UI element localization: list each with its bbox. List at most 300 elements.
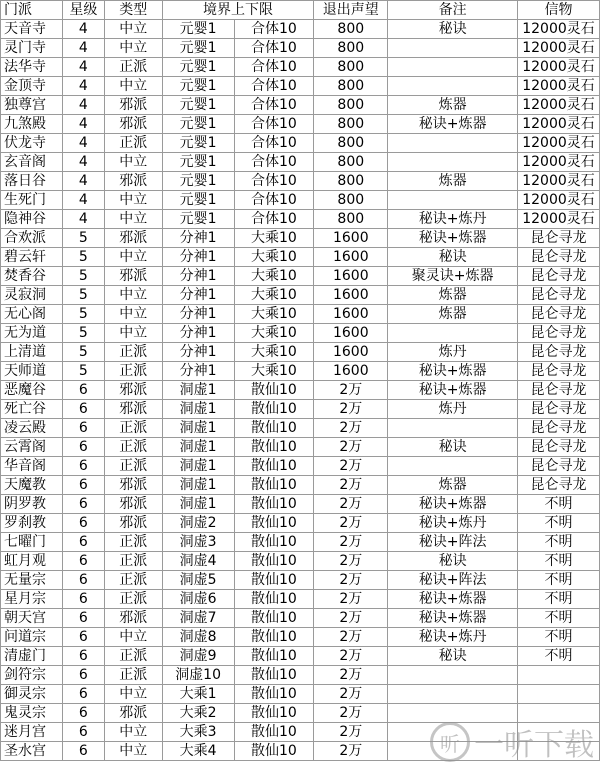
header-row bbox=[1, 1, 600, 20]
star-level-cell: 4 bbox=[62, 153, 104, 172]
realm-max-cell: 合体10 bbox=[234, 210, 314, 229]
realm-max-cell: 大乘10 bbox=[234, 286, 314, 305]
token-cell: 12000灵石 bbox=[518, 172, 600, 191]
realm-max-cell: 散仙10 bbox=[234, 381, 314, 400]
notes-cell bbox=[388, 457, 518, 476]
exit-reputation-cell: 2万 bbox=[314, 419, 388, 438]
exit-reputation-cell: 2万 bbox=[314, 476, 388, 495]
notes-cell: 炼器 bbox=[388, 286, 518, 305]
notes-cell: 秘诀+炼器 bbox=[388, 229, 518, 248]
table-row bbox=[1, 685, 600, 704]
star-level-cell: 4 bbox=[62, 134, 104, 153]
sect-type-cell: 邪派 bbox=[104, 96, 162, 115]
realm-min-cell: 分神1 bbox=[162, 229, 234, 248]
star-level-cell: 6 bbox=[62, 476, 104, 495]
table-row bbox=[1, 20, 600, 39]
token-cell: 不明 bbox=[518, 495, 600, 514]
realm-min-cell: 分神1 bbox=[162, 286, 234, 305]
realm-max-cell: 散仙10 bbox=[234, 704, 314, 723]
sect-name-cell: 灵寂洞 bbox=[1, 286, 63, 305]
realm-min-cell: 洞虚7 bbox=[162, 609, 234, 628]
sect-type-cell: 中立 bbox=[104, 153, 162, 172]
realm-min-cell: 元婴1 bbox=[162, 134, 234, 153]
realm-max-cell: 散仙10 bbox=[234, 628, 314, 647]
notes-cell: 炼器 bbox=[388, 172, 518, 191]
star-level-cell: 4 bbox=[62, 96, 104, 115]
notes-cell bbox=[388, 685, 518, 704]
exit-reputation-cell: 800 bbox=[314, 58, 388, 77]
realm-min-cell: 元婴1 bbox=[162, 58, 234, 77]
table-row bbox=[1, 552, 600, 571]
realm-min-cell: 元婴1 bbox=[162, 20, 234, 39]
exit-reputation-cell: 800 bbox=[314, 77, 388, 96]
token-cell bbox=[518, 666, 600, 685]
sect-type-cell: 正派 bbox=[104, 552, 162, 571]
realm-min-cell: 分神1 bbox=[162, 324, 234, 343]
realm-max-cell: 大乘10 bbox=[234, 267, 314, 286]
header-star: 星级 bbox=[62, 1, 104, 20]
token-cell: 昆仑寻龙 bbox=[518, 419, 600, 438]
realm-max-cell: 合体10 bbox=[234, 58, 314, 77]
sect-type-cell: 正派 bbox=[104, 533, 162, 552]
exit-reputation-cell: 2万 bbox=[314, 438, 388, 457]
realm-max-cell: 合体10 bbox=[234, 153, 314, 172]
sect-name-cell: 灵门寺 bbox=[1, 39, 63, 58]
star-level-cell: 5 bbox=[62, 343, 104, 362]
sect-type-cell: 邪派 bbox=[104, 267, 162, 286]
sect-type-cell: 中立 bbox=[104, 305, 162, 324]
exit-reputation-cell: 800 bbox=[314, 115, 388, 134]
sect-type-cell: 邪派 bbox=[104, 514, 162, 533]
exit-reputation-cell: 2万 bbox=[314, 533, 388, 552]
notes-cell: 炼器 bbox=[388, 305, 518, 324]
exit-reputation-cell: 1600 bbox=[314, 324, 388, 343]
notes-cell: 秘诀+炼丹 bbox=[388, 514, 518, 533]
token-cell: 不明 bbox=[518, 514, 600, 533]
star-level-cell: 6 bbox=[62, 666, 104, 685]
star-level-cell: 6 bbox=[62, 400, 104, 419]
notes-cell: 秘诀+炼器 bbox=[388, 115, 518, 134]
token-cell: 不明 bbox=[518, 609, 600, 628]
table-row bbox=[1, 609, 600, 628]
exit-reputation-cell: 800 bbox=[314, 134, 388, 153]
sect-type-cell: 中立 bbox=[104, 248, 162, 267]
realm-max-cell: 散仙10 bbox=[234, 647, 314, 666]
star-level-cell: 4 bbox=[62, 39, 104, 58]
star-level-cell: 5 bbox=[62, 248, 104, 267]
realm-max-cell: 散仙10 bbox=[234, 552, 314, 571]
star-level-cell: 5 bbox=[62, 324, 104, 343]
sect-type-cell: 正派 bbox=[104, 343, 162, 362]
token-cell: 12000灵石 bbox=[518, 96, 600, 115]
sect-name-cell: 玄音阁 bbox=[1, 153, 63, 172]
sect-name-cell: 迷月宫 bbox=[1, 723, 63, 742]
exit-reputation-cell: 1600 bbox=[314, 229, 388, 248]
exit-reputation-cell: 2万 bbox=[314, 571, 388, 590]
watermark-logo-icon: 听 bbox=[430, 722, 470, 762]
realm-min-cell: 洞虚8 bbox=[162, 628, 234, 647]
star-level-cell: 6 bbox=[62, 723, 104, 742]
realm-min-cell: 元婴1 bbox=[162, 77, 234, 96]
realm-min-cell: 洞虚1 bbox=[162, 438, 234, 457]
exit-reputation-cell: 2万 bbox=[314, 666, 388, 685]
notes-cell: 炼器 bbox=[388, 476, 518, 495]
exit-reputation-cell: 2万 bbox=[314, 400, 388, 419]
realm-max-cell: 散仙10 bbox=[234, 476, 314, 495]
realm-min-cell: 洞虚5 bbox=[162, 571, 234, 590]
token-cell: 昆仑寻龙 bbox=[518, 343, 600, 362]
notes-cell: 炼丹 bbox=[388, 343, 518, 362]
realm-max-cell: 合体10 bbox=[234, 20, 314, 39]
notes-cell bbox=[388, 419, 518, 438]
header-sect: 门派 bbox=[1, 1, 63, 20]
realm-min-cell: 大乘1 bbox=[162, 685, 234, 704]
sect-name-cell: 上清道 bbox=[1, 343, 63, 362]
sect-type-cell: 邪派 bbox=[104, 495, 162, 514]
token-cell: 不明 bbox=[518, 590, 600, 609]
sect-name-cell: 鬼灵宗 bbox=[1, 704, 63, 723]
token-cell: 昆仑寻龙 bbox=[518, 229, 600, 248]
exit-reputation-cell: 2万 bbox=[314, 704, 388, 723]
realm-max-cell: 合体10 bbox=[234, 115, 314, 134]
sect-name-cell: 碧云轩 bbox=[1, 248, 63, 267]
realm-min-cell: 分神1 bbox=[162, 267, 234, 286]
sect-type-cell: 中立 bbox=[104, 20, 162, 39]
star-level-cell: 6 bbox=[62, 514, 104, 533]
table-row bbox=[1, 134, 600, 153]
table-row bbox=[1, 343, 600, 362]
token-cell: 昆仑寻龙 bbox=[518, 381, 600, 400]
star-level-cell: 6 bbox=[62, 590, 104, 609]
realm-max-cell: 散仙10 bbox=[234, 742, 314, 761]
sect-type-cell: 正派 bbox=[104, 571, 162, 590]
token-cell: 昆仑寻龙 bbox=[518, 305, 600, 324]
sect-type-cell: 邪派 bbox=[104, 476, 162, 495]
realm-min-cell: 洞虚1 bbox=[162, 476, 234, 495]
sect-type-cell: 中立 bbox=[104, 723, 162, 742]
notes-cell: 秘诀 bbox=[388, 647, 518, 666]
sect-type-cell: 邪派 bbox=[104, 229, 162, 248]
token-cell: 昆仑寻龙 bbox=[518, 400, 600, 419]
star-level-cell: 6 bbox=[62, 495, 104, 514]
table-row bbox=[1, 210, 600, 229]
table-row bbox=[1, 419, 600, 438]
realm-max-cell: 散仙10 bbox=[234, 666, 314, 685]
token-cell: 昆仑寻龙 bbox=[518, 324, 600, 343]
star-level-cell: 6 bbox=[62, 685, 104, 704]
token-cell: 不明 bbox=[518, 628, 600, 647]
token-cell: 12000灵石 bbox=[518, 210, 600, 229]
realm-max-cell: 散仙10 bbox=[234, 609, 314, 628]
sect-type-cell: 正派 bbox=[104, 438, 162, 457]
exit-reputation-cell: 800 bbox=[314, 20, 388, 39]
token-cell: 昆仑寻龙 bbox=[518, 267, 600, 286]
token-cell: 不明 bbox=[518, 647, 600, 666]
sect-type-cell: 正派 bbox=[104, 666, 162, 685]
table-row bbox=[1, 286, 600, 305]
sect-type-cell: 正派 bbox=[104, 590, 162, 609]
realm-min-cell: 洞虚1 bbox=[162, 495, 234, 514]
sect-type-cell: 邪派 bbox=[104, 400, 162, 419]
table-row bbox=[1, 115, 600, 134]
star-level-cell: 6 bbox=[62, 571, 104, 590]
sect-type-cell: 邪派 bbox=[104, 609, 162, 628]
star-level-cell: 4 bbox=[62, 210, 104, 229]
notes-cell: 秘诀+阵法 bbox=[388, 533, 518, 552]
notes-cell: 聚灵诀+炼器 bbox=[388, 267, 518, 286]
exit-reputation-cell: 800 bbox=[314, 96, 388, 115]
table-row bbox=[1, 362, 600, 381]
notes-cell: 秘诀 bbox=[388, 552, 518, 571]
header-token: 信物 bbox=[518, 1, 600, 20]
realm-min-cell: 洞虚6 bbox=[162, 590, 234, 609]
exit-reputation-cell: 2万 bbox=[314, 552, 388, 571]
sect-type-cell: 正派 bbox=[104, 134, 162, 153]
table-row bbox=[1, 191, 600, 210]
table-row bbox=[1, 457, 600, 476]
token-cell: 12000灵石 bbox=[518, 58, 600, 77]
star-level-cell: 5 bbox=[62, 229, 104, 248]
sect-name-cell: 无为道 bbox=[1, 324, 63, 343]
sect-name-cell: 圣水宫 bbox=[1, 742, 63, 761]
realm-max-cell: 散仙10 bbox=[234, 438, 314, 457]
sect-type-cell: 邪派 bbox=[104, 704, 162, 723]
exit-reputation-cell: 2万 bbox=[314, 495, 388, 514]
realm-max-cell: 大乘10 bbox=[234, 229, 314, 248]
realm-min-cell: 大乘2 bbox=[162, 704, 234, 723]
star-level-cell: 4 bbox=[62, 77, 104, 96]
token-cell: 12000灵石 bbox=[518, 153, 600, 172]
sect-name-cell: 清虚门 bbox=[1, 647, 63, 666]
exit-reputation-cell: 2万 bbox=[314, 685, 388, 704]
token-cell: 不明 bbox=[518, 552, 600, 571]
realm-min-cell: 分神1 bbox=[162, 362, 234, 381]
realm-max-cell: 散仙10 bbox=[234, 685, 314, 704]
realm-max-cell: 合体10 bbox=[234, 77, 314, 96]
table-row bbox=[1, 324, 600, 343]
realm-min-cell: 元婴1 bbox=[162, 191, 234, 210]
table-row bbox=[1, 381, 600, 400]
star-level-cell: 6 bbox=[62, 381, 104, 400]
header-type: 类型 bbox=[104, 1, 162, 20]
sect-name-cell: 焚香谷 bbox=[1, 267, 63, 286]
sect-type-cell: 正派 bbox=[104, 419, 162, 438]
realm-max-cell: 合体10 bbox=[234, 134, 314, 153]
realm-min-cell: 洞虚1 bbox=[162, 400, 234, 419]
table-row bbox=[1, 647, 600, 666]
notes-cell bbox=[388, 153, 518, 172]
sect-name-cell: 伏龙寺 bbox=[1, 134, 63, 153]
token-cell: 12000灵石 bbox=[518, 20, 600, 39]
sect-name-cell: 问道宗 bbox=[1, 628, 63, 647]
notes-cell: 秘诀 bbox=[388, 20, 518, 39]
star-level-cell: 5 bbox=[62, 267, 104, 286]
sect-type-cell: 中立 bbox=[104, 210, 162, 229]
exit-reputation-cell: 1600 bbox=[314, 305, 388, 324]
realm-max-cell: 合体10 bbox=[234, 172, 314, 191]
exit-reputation-cell: 1600 bbox=[314, 248, 388, 267]
realm-min-cell: 大乘3 bbox=[162, 723, 234, 742]
table-row bbox=[1, 571, 600, 590]
realm-min-cell: 元婴1 bbox=[162, 115, 234, 134]
exit-reputation-cell: 2万 bbox=[314, 590, 388, 609]
realm-max-cell: 散仙10 bbox=[234, 514, 314, 533]
exit-reputation-cell: 2万 bbox=[314, 609, 388, 628]
table-row bbox=[1, 153, 600, 172]
realm-min-cell: 分神1 bbox=[162, 305, 234, 324]
exit-reputation-cell: 2万 bbox=[314, 514, 388, 533]
notes-cell: 秘诀+炼器 bbox=[388, 609, 518, 628]
realm-max-cell: 合体10 bbox=[234, 96, 314, 115]
watermark bbox=[430, 720, 594, 764]
exit-reputation-cell: 1600 bbox=[314, 286, 388, 305]
realm-max-cell: 散仙10 bbox=[234, 419, 314, 438]
table-row bbox=[1, 229, 600, 248]
notes-cell: 秘诀 bbox=[388, 438, 518, 457]
star-level-cell: 6 bbox=[62, 533, 104, 552]
star-level-cell: 6 bbox=[62, 742, 104, 761]
realm-min-cell: 分神1 bbox=[162, 248, 234, 267]
token-cell: 12000灵石 bbox=[518, 77, 600, 96]
sect-name-cell: 天师道 bbox=[1, 362, 63, 381]
realm-min-cell: 洞虚9 bbox=[162, 647, 234, 666]
realm-max-cell: 大乘10 bbox=[234, 305, 314, 324]
sect-name-cell: 独尊宫 bbox=[1, 96, 63, 115]
table-row bbox=[1, 305, 600, 324]
realm-min-cell: 分神1 bbox=[162, 343, 234, 362]
exit-reputation-cell: 2万 bbox=[314, 723, 388, 742]
token-cell: 12000灵石 bbox=[518, 115, 600, 134]
sect-name-cell: 合欢派 bbox=[1, 229, 63, 248]
realm-max-cell: 散仙10 bbox=[234, 400, 314, 419]
realm-min-cell: 洞虚10 bbox=[162, 666, 234, 685]
star-level-cell: 4 bbox=[62, 115, 104, 134]
exit-reputation-cell: 800 bbox=[314, 39, 388, 58]
table-row bbox=[1, 248, 600, 267]
token-cell: 12000灵石 bbox=[518, 191, 600, 210]
exit-reputation-cell: 1600 bbox=[314, 267, 388, 286]
table-row bbox=[1, 267, 600, 286]
notes-cell bbox=[388, 324, 518, 343]
star-level-cell: 4 bbox=[62, 172, 104, 191]
notes-cell: 炼器 bbox=[388, 96, 518, 115]
realm-min-cell: 元婴1 bbox=[162, 96, 234, 115]
token-cell bbox=[518, 685, 600, 704]
table-row bbox=[1, 533, 600, 552]
realm-min-cell: 洞虚1 bbox=[162, 381, 234, 400]
realm-max-cell: 散仙10 bbox=[234, 590, 314, 609]
table-row bbox=[1, 77, 600, 96]
sect-type-cell: 邪派 bbox=[104, 115, 162, 134]
table-row bbox=[1, 590, 600, 609]
notes-cell bbox=[388, 58, 518, 77]
realm-min-cell: 洞虚1 bbox=[162, 457, 234, 476]
table-row bbox=[1, 438, 600, 457]
table-row bbox=[1, 628, 600, 647]
token-cell: 不明 bbox=[518, 533, 600, 552]
sect-type-cell: 正派 bbox=[104, 457, 162, 476]
notes-cell bbox=[388, 191, 518, 210]
realm-min-cell: 大乘4 bbox=[162, 742, 234, 761]
star-level-cell: 5 bbox=[62, 305, 104, 324]
sect-name-cell: 法华寺 bbox=[1, 58, 63, 77]
realm-min-cell: 元婴1 bbox=[162, 39, 234, 58]
realm-min-cell: 洞虚4 bbox=[162, 552, 234, 571]
star-level-cell: 6 bbox=[62, 419, 104, 438]
exit-reputation-cell: 800 bbox=[314, 210, 388, 229]
table-row bbox=[1, 400, 600, 419]
sect-name-cell: 恶魔谷 bbox=[1, 381, 63, 400]
exit-reputation-cell: 1600 bbox=[314, 362, 388, 381]
header-realm-range: 境界上下限 bbox=[162, 1, 314, 20]
token-cell: 12000灵石 bbox=[518, 134, 600, 153]
sect-type-cell: 中立 bbox=[104, 77, 162, 96]
notes-cell: 秘诀+阵法 bbox=[388, 571, 518, 590]
realm-max-cell: 散仙10 bbox=[234, 457, 314, 476]
notes-cell: 秘诀+炼器 bbox=[388, 362, 518, 381]
sect-type-cell: 中立 bbox=[104, 324, 162, 343]
sect-name-cell: 金顶寺 bbox=[1, 77, 63, 96]
realm-max-cell: 大乘10 bbox=[234, 324, 314, 343]
star-level-cell: 4 bbox=[62, 191, 104, 210]
sect-name-cell: 落日谷 bbox=[1, 172, 63, 191]
sect-type-cell: 邪派 bbox=[104, 172, 162, 191]
table-row bbox=[1, 58, 600, 77]
realm-min-cell: 洞虚3 bbox=[162, 533, 234, 552]
notes-cell bbox=[388, 134, 518, 153]
sect-name-cell: 死亡谷 bbox=[1, 400, 63, 419]
token-cell: 不明 bbox=[518, 571, 600, 590]
notes-cell: 秘诀+炼丹 bbox=[388, 628, 518, 647]
table-row bbox=[1, 514, 600, 533]
exit-reputation-cell: 800 bbox=[314, 172, 388, 191]
table-row bbox=[1, 96, 600, 115]
notes-cell bbox=[388, 39, 518, 58]
notes-cell: 炼丹 bbox=[388, 400, 518, 419]
sect-type-cell: 中立 bbox=[104, 628, 162, 647]
realm-min-cell: 洞虚1 bbox=[162, 419, 234, 438]
notes-cell: 秘诀 bbox=[388, 248, 518, 267]
notes-cell: 秘诀+炼器 bbox=[388, 590, 518, 609]
table-row bbox=[1, 495, 600, 514]
realm-max-cell: 散仙10 bbox=[234, 571, 314, 590]
table-row bbox=[1, 39, 600, 58]
star-level-cell: 4 bbox=[62, 20, 104, 39]
star-level-cell: 6 bbox=[62, 457, 104, 476]
realm-max-cell: 散仙10 bbox=[234, 723, 314, 742]
star-level-cell: 5 bbox=[62, 286, 104, 305]
notes-cell: 秘诀+炼器 bbox=[388, 381, 518, 400]
realm-min-cell: 元婴1 bbox=[162, 210, 234, 229]
sect-type-cell: 中立 bbox=[104, 685, 162, 704]
sect-name-cell: 御灵宗 bbox=[1, 685, 63, 704]
token-cell: 昆仑寻龙 bbox=[518, 457, 600, 476]
star-level-cell: 5 bbox=[62, 362, 104, 381]
sect-type-cell: 正派 bbox=[104, 362, 162, 381]
sect-name-cell: 生死门 bbox=[1, 191, 63, 210]
header-exit-reputation: 退出声望 bbox=[314, 1, 388, 20]
token-cell: 昆仑寻龙 bbox=[518, 476, 600, 495]
star-level-cell: 6 bbox=[62, 438, 104, 457]
realm-min-cell: 洞虚2 bbox=[162, 514, 234, 533]
exit-reputation-cell: 2万 bbox=[314, 628, 388, 647]
sect-name-cell: 天魔教 bbox=[1, 476, 63, 495]
table-row bbox=[1, 172, 600, 191]
star-level-cell: 6 bbox=[62, 552, 104, 571]
sect-name-cell: 朝天宫 bbox=[1, 609, 63, 628]
sect-name-cell: 星月宗 bbox=[1, 590, 63, 609]
star-level-cell: 6 bbox=[62, 628, 104, 647]
